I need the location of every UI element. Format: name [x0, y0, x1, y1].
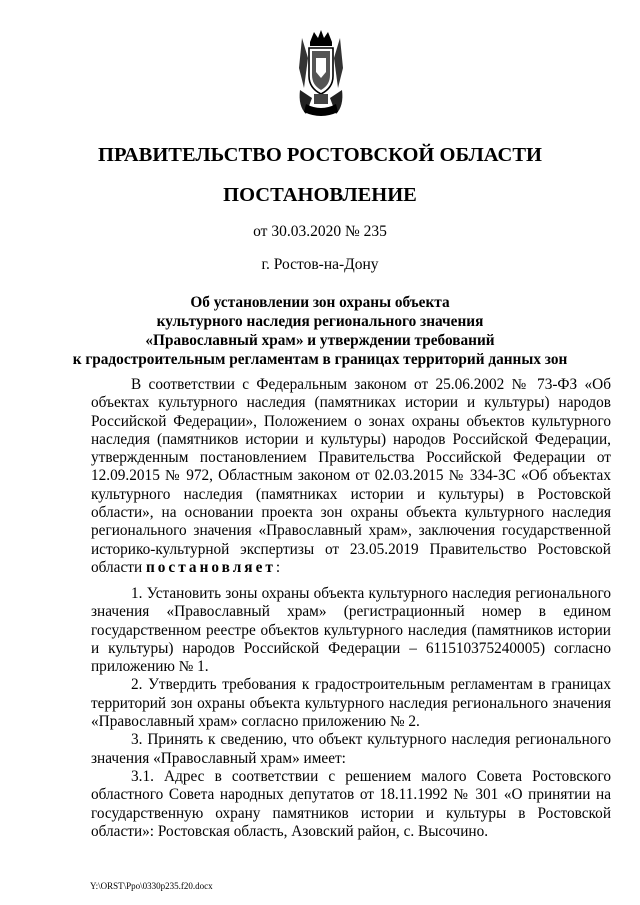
decree-items [91, 585, 611, 841]
decree-item-1: 1. Установить зоны охраны объекта культурного наследия регионального значения «Православный храм» (регистрационный номер в едином государственном реестре объектов культурного наследия (памятников истории и культуры) народов Российской Федерации – 611510375240005) согласно приложению № 1. [91, 585, 611, 676]
subject-line: культурного наследия регионального значения [156, 313, 484, 330]
file-path: Y:\ORST\Ppo\0330p235.f20.docx [90, 881, 213, 891]
preamble-paragraph [91, 376, 611, 577]
decree-item-2: 2. Утвердить требования к градостроительным регламентам в границах территорий зон охраны объекта культурного наследия регионального значения «Православный храм» согласно приложению № 2. [91, 676, 611, 731]
authority-title: ПРАВИТЕЛЬСТВО РОСТОВСКОЙ ОБЛАСТИ [98, 144, 542, 166]
preamble [91, 376, 611, 577]
subject-line: к градостроительным регламентам в границах территорий данных зон [72, 351, 568, 368]
city: г. Ростов-на-Дону [261, 256, 379, 273]
date-number: от 30.03.2020 № 235 [253, 223, 387, 240]
resolves-word: постановляет [145, 558, 276, 576]
coat-of-arms-icon [296, 28, 346, 120]
decree-item-3-1: 3.1. Адрес в соответствии с решением малого Совета Ростовского областного Совета народных депутатов от 18.11.1992 № 301 «О принятии на государственную охрану памятников истории и культуры в Ростовской области»: Ростовская область, Азовский район, с. Высочино. [91, 767, 611, 840]
decree-item-3: 3. Принять к сведению, что объект культурного наследия регионального значения «Православный храм» имеет: [91, 731, 611, 767]
document-type: ПОСТАНОВЛЕНИЕ [223, 184, 417, 206]
subject-heading [60, 293, 580, 369]
subject-line: Об установлении зон охраны объекта [190, 294, 450, 311]
preamble-text: В соответствии с Федеральным законом от 25.06.2002 № 73-ФЗ «Об объектах культурного наследия (памятниках истории и культуры) народов Российской Федерации», Положением о зонах охраны объектов культурного наследия (памятников истории и культуры) народов Российской Федерации, утвержденным постановлением Правительства Российской Федерации от 12.09.2015 № 972, Областным законом от 02.03.2015 № 334-ЗС «Об объектах культурного наследия (памятниках истории и культуры) в Ростовской области», на основании проекта зон охраны объекта культурного наследия регионального значения «Православный храм», заключения государственной историко-культурной экспертизы от 23.05.2019 Правительство Ростовской области [91, 376, 611, 576]
preamble-colon: : [275, 558, 281, 576]
subject-line: «Православный храм» и утверждении требований [145, 332, 495, 349]
